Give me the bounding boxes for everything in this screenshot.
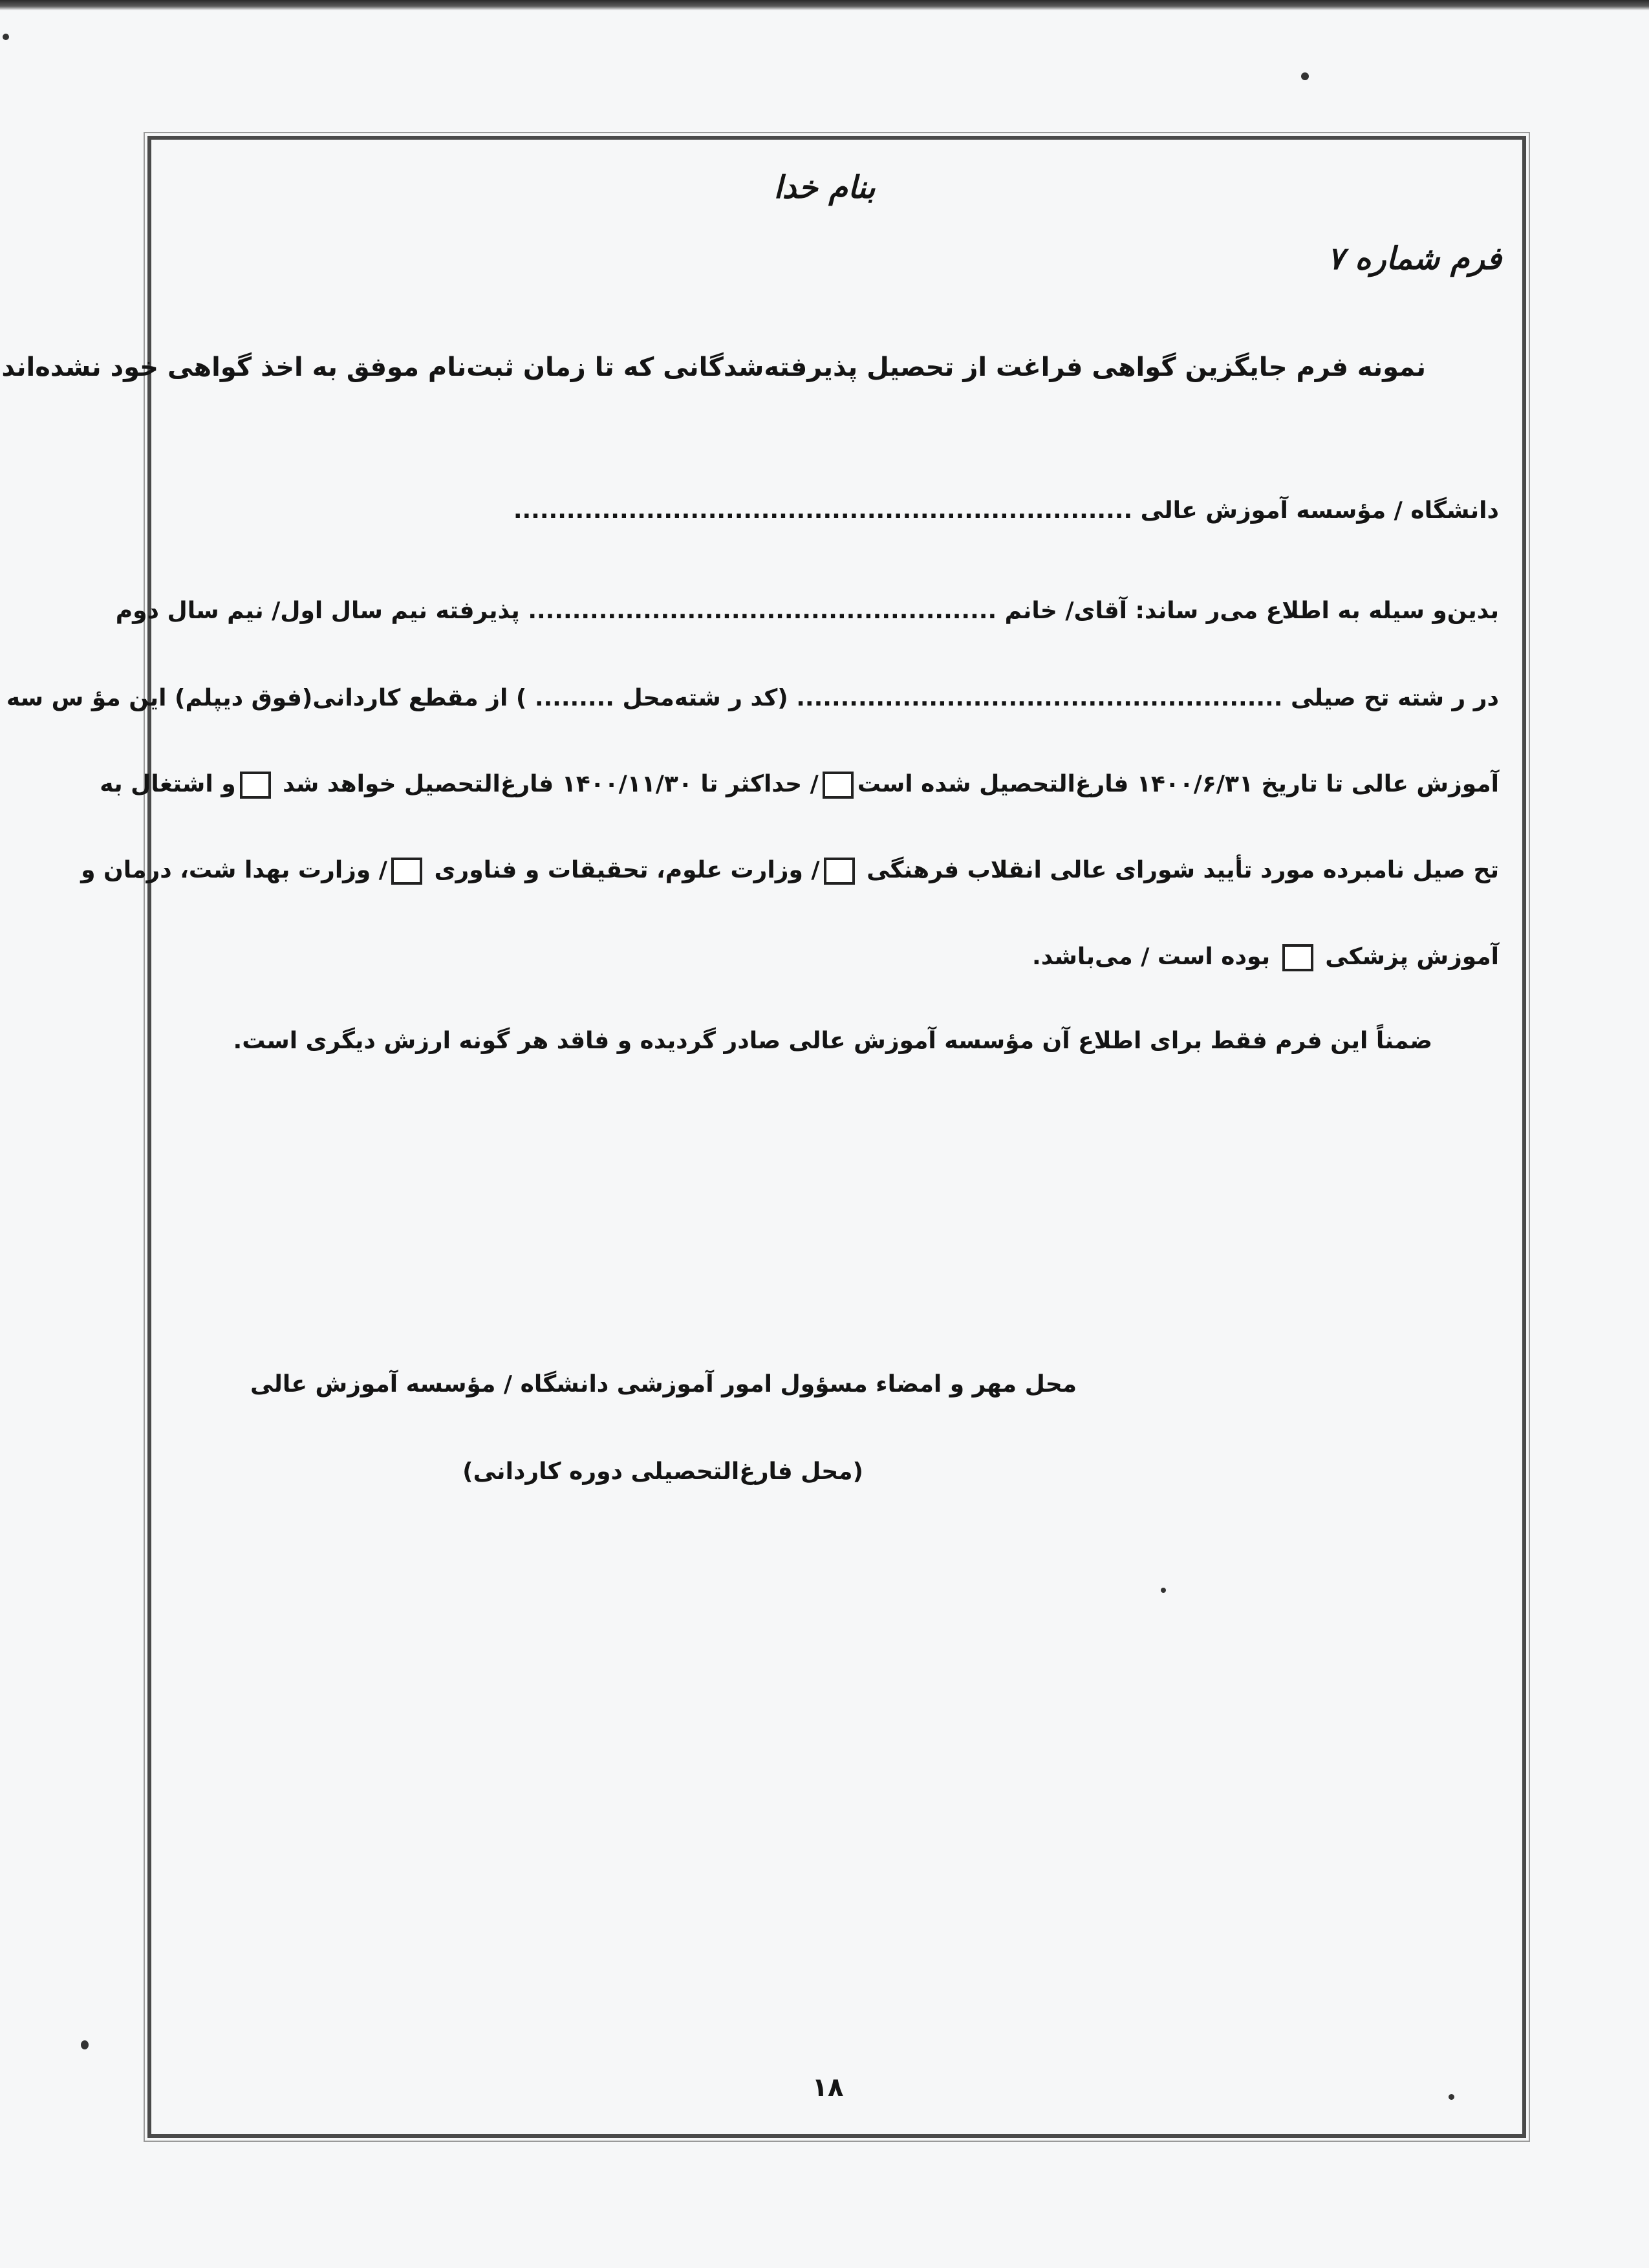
will-graduate-text: / حداکثر تا ۱۴۰۰/۱۱/۳۰ فارغ‌التحصیل خواهد شد: [283, 771, 819, 797]
field-line: [6, 679, 1499, 718]
medical-line: [182, 938, 1499, 977]
employment-text: و اشتغال به: [100, 771, 236, 797]
signature-sublabel: (محل فارغ‌التحصیلی دوره کاردانی): [462, 1458, 863, 1485]
cultural-council-checkbox[interactable]: [824, 858, 855, 885]
graduated-text: آموزش عالی تا تاریخ ۱۴۰۰/۶/۳۱ فارغ‌التحصیل شده است: [857, 771, 1499, 797]
scan-speck: [3, 34, 9, 40]
cultural-council-text: تح صیل نامبرده مورد تأیید شورای عالی انقلاب فرهنگی: [867, 857, 1499, 883]
graduation-line: [100, 765, 1499, 804]
signature-label: محل مهر و امضاء مسؤول امور آموزشی دانشگاه / مؤسسه آموزش عالی: [250, 1371, 1077, 1398]
graduated-checkbox[interactable]: [823, 772, 854, 799]
science-ministry-checkbox[interactable]: [391, 858, 422, 885]
note-text: ضمناً این فرم فقط برای اطلاع آن مؤسسه آموزش عالی صادر گردیده و فاقد هر گونه ارزش دیگری است.: [233, 1028, 1432, 1054]
scan-speck: [1449, 2094, 1454, 2100]
field-text: در ر شته تح صیلی ....................................................... (کد ر شته‌محل ......... ) از مقطع کاردانی(فوق دیپلم) این مؤ س سه: [6, 685, 1499, 711]
scan-speck: [1301, 72, 1309, 80]
announcement-line: [115, 592, 1499, 631]
will-graduate-checkbox[interactable]: [240, 772, 271, 799]
medical-education-checkbox[interactable]: [1282, 944, 1313, 971]
university-line: [182, 491, 1499, 530]
university-label: دانشگاه / مؤسسه آموزش عالی ......................................................................: [513, 497, 1499, 524]
scan-speck: [1161, 1588, 1166, 1593]
form-title: نمونه فرم جایگزین گواهی فراغت از تحصیل پذیرفته‌شدگانی که تا زمان ثبت‌نام موفق به اخذ گواهی خود نشده‌اند: [1, 352, 1426, 382]
page-number: ۱۸: [812, 2073, 844, 2102]
form-number: فرم شماره ۷: [1327, 241, 1502, 277]
approval-line: [81, 851, 1499, 890]
health-ministry-text: / وزارت بهدا شت، درمان و: [81, 857, 387, 883]
status-text: بوده است / می‌باشد.: [1032, 944, 1271, 970]
basmala-heading: بنام خدا: [773, 169, 876, 206]
announcement-text: بدین‌و سیله به اطلاع می‌ر ساند: آقای/ خانم ..................................................... پذیرفته نیم سال اول/ نیم سال دوم: [115, 598, 1499, 624]
note-line: [116, 1022, 1432, 1061]
scan-speck: [81, 2040, 89, 2049]
science-ministry-text: / وزارت علوم، تحقیقات و فناوری: [434, 857, 820, 883]
medical-education-text: آموزش پزشکی: [1325, 944, 1499, 970]
